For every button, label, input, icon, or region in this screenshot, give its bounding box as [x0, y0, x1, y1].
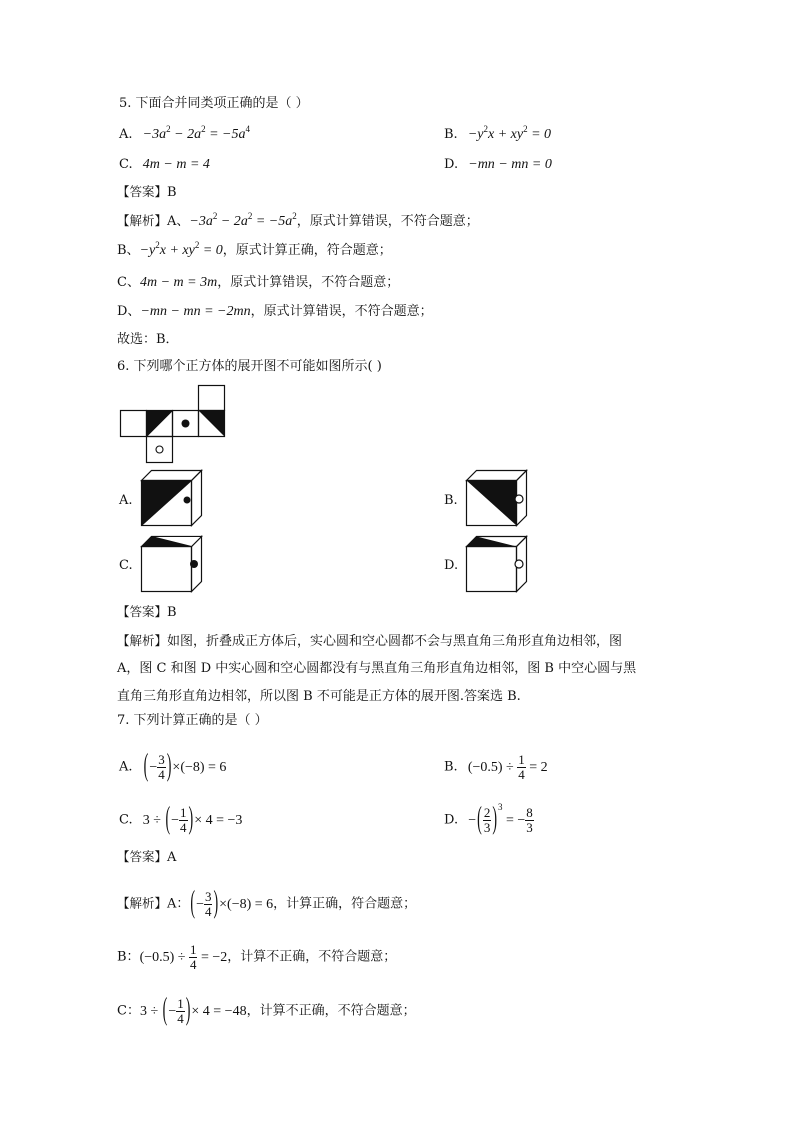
q7-analysis-b: [117, 943, 396, 972]
q5-option-b-label: B.: [444, 127, 458, 142]
analysis-expr: −mn − mn = −2mn: [140, 304, 251, 319]
q7-option-b-expr: (−0.5) ÷ $\frac{1}{4}$ = 2: [467, 752, 548, 782]
q6-analysis-line-1: [117, 632, 622, 651]
q5-option-d-label: D.: [444, 157, 459, 172]
q7-option-c-label: C.: [119, 812, 133, 828]
q5-analysis-d: [117, 303, 433, 321]
q6-stem: 6. 下列哪个正方体的展开图不可能如图所示( ): [117, 359, 382, 374]
q7-option-b-label: B.: [444, 759, 458, 775]
q7-option-a: [119, 749, 227, 784]
cube-option-b: [466, 470, 528, 527]
q7-option-d: [444, 801, 534, 837]
analysis-expr: $-3a^2 - 2a^2 = -5a^2$: [189, 211, 297, 229]
q5-conclusion: 故选：B．: [117, 332, 179, 347]
q7-option-b: [444, 753, 548, 782]
q5-option-b: [444, 126, 551, 144]
answer-tag: 【答案】: [117, 184, 168, 199]
analysis-lead: A、: [167, 214, 190, 229]
net-face-left: [121, 411, 147, 437]
q6-answer: [117, 603, 177, 622]
analysis-tag: 【解析】: [117, 213, 168, 228]
q5-option-c-expr: 4m − m = 4: [142, 157, 210, 172]
analysis-tail: ，计算正确，符合题意；: [273, 896, 417, 912]
q6-option-d-label: D.: [444, 558, 459, 573]
analysis-expr: $-y^2x + xy^2 = 0$: [139, 240, 223, 258]
q6-option-b-label: B.: [444, 493, 458, 508]
q7-option-d-expr: −( $\frac{2}{3}$ )$^3$ = − $\frac{8}{3}$: [468, 801, 533, 837]
q5-analysis-b: [117, 242, 392, 260]
analysis-expr: 3 ÷ (− $\frac{1}{4}$ )× 4 = −48: [139, 993, 247, 1028]
answer-value: B: [167, 185, 177, 200]
net-face-hollow-circle: [147, 437, 173, 463]
analysis-lead: C：: [117, 1003, 140, 1019]
answer-tag: 【答案】: [117, 604, 168, 619]
q7-analysis-c: [117, 993, 416, 1028]
q6-analysis-line-3: 直角三角形直角边相邻，所以图 B 不可能是正方体的展开图.答案选 B.: [117, 689, 521, 704]
cube-net-figure: [120, 385, 230, 465]
analysis-lead: D、: [117, 304, 141, 319]
q5-option-d: [444, 156, 552, 174]
q5-analysis-c: [117, 274, 399, 292]
q7-option-a-expr: (− $\frac{3}{4}$ )×(−8) = 6: [143, 749, 227, 784]
analysis-tag: 【解析】: [117, 895, 168, 911]
analysis-lead: A：: [167, 896, 190, 912]
analysis-lead: C、: [117, 275, 140, 290]
analysis-lead: B：: [117, 949, 140, 965]
q7-option-a-label: A.: [119, 759, 133, 775]
q5-option-a-label: A.: [119, 127, 133, 142]
net-black-triangle-2: [199, 411, 225, 437]
analysis-tail: ，原式计算正确，符合题意；: [222, 243, 392, 258]
analysis-tail: ，原式计算错误，不符合题意；: [250, 304, 433, 319]
q5-option-b-expr: $-y^2x + xy^2 = 0$: [467, 124, 552, 142]
q5-answer: [117, 183, 177, 202]
q5-option-d-expr: −mn − mn = 0: [468, 157, 552, 172]
analysis-expr: 4m − m = 3m: [139, 275, 218, 290]
q5-stem: 5. 下面合并同类项正确的是（ ）: [119, 96, 309, 111]
analysis-expr: (− $\frac{3}{4}$ )×(−8) = 6: [190, 886, 274, 921]
cube-option-a: [141, 470, 203, 527]
q6-analysis-line-2: A，图 C 和图 D 中实心圆和空心圆都没有与黑直角三角形直角边相邻，图 B 中空心圆与黑: [117, 661, 637, 676]
answer-value: A: [167, 850, 177, 865]
q7-analysis-a: [117, 886, 417, 921]
q5-option-a: [119, 126, 250, 144]
analysis-expr: (−0.5) ÷ $\frac{1}{4}$ = −2: [139, 942, 228, 972]
q5-option-c: [119, 156, 210, 174]
cube-option-d: [466, 536, 528, 593]
answer-value: B: [167, 605, 177, 620]
net-face-top: [199, 386, 225, 411]
q7-stem: 7. 下列计算正确的是（ ）: [117, 713, 268, 728]
analysis-text: 如图，折叠成正方体后，实心圆和空心圆都不会与黑直角三角形直角边相邻，图: [167, 634, 623, 649]
q7-option-c-expr: 3 ÷ (− $\frac{1}{4}$ )× 4 = −3: [142, 802, 243, 837]
q7-option-c: [119, 802, 243, 837]
q5-option-a-expr: $-3a^2 - 2a^2 = -5a^4$: [142, 124, 250, 142]
analysis-tail: ，计算不正确，不符合题意；: [227, 949, 397, 965]
q6-option-c-label: C.: [119, 558, 133, 573]
q5-option-c-label: C.: [119, 157, 133, 172]
analysis-tail: ，原式计算错误，不符合题意；: [296, 214, 479, 229]
q7-answer: [117, 848, 176, 867]
net-solid-circle: [182, 420, 190, 428]
q5-analysis-a: [117, 212, 479, 231]
analysis-lead: B、: [117, 243, 140, 258]
q6-option-a-label: A.: [119, 493, 133, 508]
analysis-tail: ，计算不正确，不符合题意；: [246, 1003, 416, 1019]
cube-option-c: [141, 536, 203, 593]
q7-option-d-label: D.: [444, 812, 459, 828]
answer-tag: 【答案】: [117, 849, 168, 864]
analysis-tail: ，原式计算错误，不符合题意；: [217, 275, 400, 290]
analysis-tag: 【解析】: [117, 633, 168, 648]
net-hollow-circle: [156, 446, 163, 453]
